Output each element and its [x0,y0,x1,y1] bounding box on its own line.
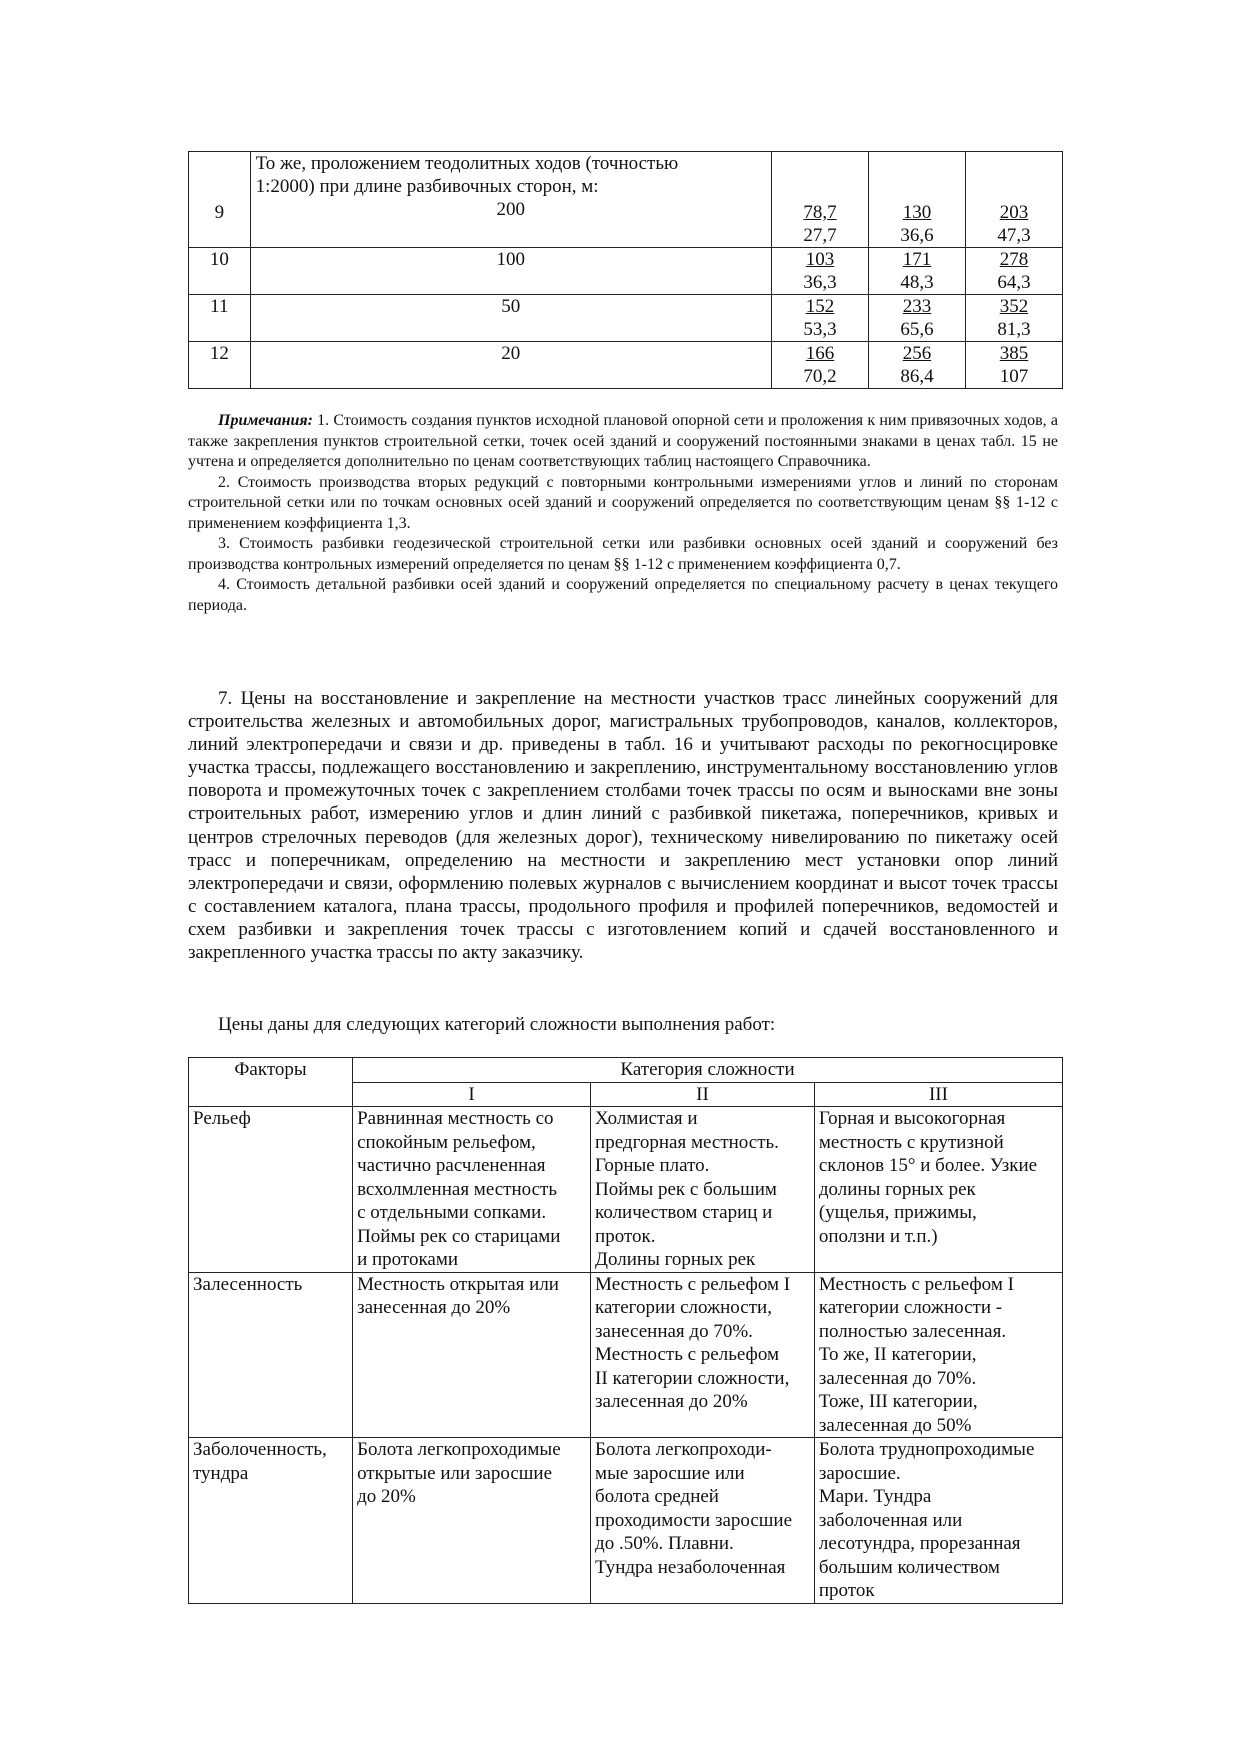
note-1-text: 1. Стоимость создания пунктов исходной плановой опорной сети и проложения к ним привязочных ходов, а также закрепления пунктов строительной сетки, точек осей зданий и сооружений постоянными знаками в ценах табл. 15 не учтена и определяется дополнительно по ценам соответствующих таблиц настоящего Справочника. [188,412,1058,470]
category-cell [353,1272,591,1438]
cell-line: Долины горных рек [595,1249,756,1270]
header-category: Категория сложности [353,1058,1063,1083]
description-value: 20 [501,343,521,364]
cell-line: Болота труднопроходимые [818,1439,1035,1460]
cell-line: заросшие. [818,1462,901,1484]
price-cell [771,295,868,342]
description-line: То же, проложением теодолитных ходов (точностью [255,153,679,174]
price-bottom: 36,3 [803,272,837,293]
cell-line: занесенная до 20% [357,1297,511,1318]
price-table [188,151,1063,389]
cell-line: Тундра незаболоченная [595,1556,786,1578]
category-cell [591,1272,815,1438]
price-bottom: 53,3 [803,319,837,340]
price-bottom: 81,3 [997,319,1031,340]
cell-line: проходимости заросшие [595,1509,793,1531]
price-top: 103 [805,249,835,270]
table-row [189,248,1063,295]
price-cell [771,248,868,295]
cell-line: болота средней [595,1486,719,1507]
price-bottom: 64,3 [997,272,1031,293]
categories-intro: Цены даны для следующих категорий сложности выполнения работ: [218,1014,776,1035]
table-row [189,1107,1063,1273]
row-number [189,248,251,295]
description-line: 1:2000) при длине разбивочных сторон, м: [255,176,599,197]
cell-line: То же, II категории, [818,1344,977,1365]
row-description [250,248,771,295]
category-cell [814,1272,1062,1438]
header-category-1: I [353,1082,591,1107]
description-value: 200 [496,199,526,220]
cell-line: Местность открытая или [357,1273,559,1295]
cell-line: заболоченная или [818,1509,963,1531]
price-bottom: 86,4 [900,366,934,387]
price-cell [771,342,868,389]
cell-line: частично расчлененная [357,1155,546,1176]
price-cell [965,295,1062,342]
factor-line: тундра [193,1462,249,1484]
cell-line: Холмистая и [595,1108,698,1129]
price-cell [868,295,965,342]
row-number [189,295,251,342]
row-description [250,342,771,389]
price-cell [965,248,1062,295]
note-2: 2. Стоимость производства вторых редукций с повторными контрольными измерениями углов и линий по сторонам строительной сетки или по точкам основных осей зданий и сооружений определяется по соответствующим ценам §§ 1-12 с применением коэффициента 1,3. [188,473,1058,532]
cell-line: местность с крутизной [818,1131,1004,1153]
price-top: 278 [999,249,1029,270]
cell-line: Горные плато. [595,1155,710,1176]
main-paragraph: 7. Цены на восстановление и закрепление на местности участков трасс линейных сооружений для строительства железных и автомобильных дорог, магистральных трубопроводов, каналов, коллекторов, линий электропередачи и связи и др. приведены в табл. 16 и учитывают расходы по рекогносцировке участка трассы, подлежащего восстановлению и закреплению, инструментальному восстановлению углов поворота и промежуточных точек с закреплением столбами точек трассы по осям и выносками вне зоны строительных работ, измерению углов и длин линий с разбивкой пикетажа, поперечников, кривых и центров стрелочных переводов (для железных дорог), техническому нивелированию по пикетажу осей трасс и поперечникам, определению на местности и закреплению мест установки опор линий электропередачи и связи, оформлению полевых журналов с вычислением координат и высот точек трассы с составлением каталога, плана трассы, продольного профиля и профилей поперечников, ведомостей и схем разбивки и закрепления точек трассы с изготовлением копий и сдачей восстановленного и закрепленного участка трассы по акту заказчику. [188,688,1058,964]
cell-line: спокойным рельефом, [357,1131,536,1153]
category-cell [814,1107,1062,1273]
cell-line: залесенная до 70%. [818,1367,977,1389]
row-number-text: 12 [209,343,229,364]
price-bottom: 70,2 [803,366,837,387]
price-bottom: 47,3 [997,225,1031,246]
cell-line: большим количеством [818,1556,1000,1578]
header-factors: Факторы [189,1058,353,1107]
cell-line: открытые или заросшие [357,1462,553,1484]
table-row [189,1438,1063,1604]
cell-line: (ущелья, прижимы, [818,1202,977,1223]
category-cell [353,1107,591,1273]
header-category-2: II [591,1082,815,1107]
cell-line: лесотундра, прорезанная [818,1533,1021,1554]
price-bottom: 48,3 [900,272,934,293]
category-table [188,1057,1063,1604]
price-top: 78,7 [803,202,837,223]
price-top: 233 [902,296,932,317]
price-top: 130 [902,202,932,223]
cell-line: Тоже, III категории, [818,1391,978,1412]
category-cell [591,1107,815,1273]
description-value: 100 [496,249,526,270]
cell-line: долины горных рек [818,1178,976,1200]
cell-line: II категории сложности, [595,1367,790,1389]
cell-line: залесенная до 50% [818,1414,972,1436]
cell-line: залесенная до 20% [595,1391,748,1412]
cell-line: Равнинная местность со [357,1108,554,1129]
factor-cell [189,1438,353,1604]
category-cell [814,1438,1062,1604]
note-3: 3. Стоимость разбивки геодезической строительной сетки или разбивки основных осей зданий и сооружений без производства контрольных измерений определяется по ценам §§ 1-12 с применением коэффициента 0,7. [188,535,1058,573]
price-top: 352 [999,296,1029,317]
table-row [189,295,1063,342]
price-bottom: 36,6 [900,225,934,246]
table-row [189,152,1063,248]
cell-line: Горная и высокогорная [818,1108,1006,1129]
note-4: 4. Стоимость детальной разбивки осей зданий и сооружений определяется по специальному расчету в ценах текущего периода. [188,576,1058,614]
price-cell [868,248,965,295]
row-description [250,295,771,342]
note-1 [188,411,1058,473]
price-bottom: 27,7 [803,225,837,246]
notes-section [188,411,1058,616]
row-description [250,152,771,248]
table-header-row [189,1058,1063,1083]
cell-line: до .50%. Плавни. [595,1533,734,1554]
notes-lead: Примечания: [218,412,313,429]
price-top: 203 [999,202,1029,223]
price-top: 166 [805,343,835,364]
row-number-text: 9 [214,202,225,223]
cell-line: с отдельными сопками. [357,1202,547,1223]
row-number [189,152,251,248]
factor-cell: Рельеф [189,1107,353,1273]
cell-line: мые заросшие или [595,1462,745,1484]
price-top: 385 [999,343,1029,364]
cell-line: Болота легкопроходимые [357,1439,561,1460]
cell-line: категории сложности, [595,1297,772,1318]
table-row [189,342,1063,389]
factor-cell: Залесенность [189,1272,353,1438]
factor-line: Заболоченность, [193,1439,327,1460]
row-number-text: 11 [210,296,229,317]
price-cell [965,342,1062,389]
table-row [189,1272,1063,1438]
price-top: 256 [902,343,932,364]
cell-line: Поймы рек с большим [595,1178,777,1200]
cell-line: категории сложности - [818,1297,1003,1318]
description-value: 50 [501,296,521,317]
cell-line: предгорная местность. [595,1131,779,1153]
price-top: 152 [805,296,835,317]
price-bottom: 65,6 [900,319,934,340]
cell-line: проток [818,1580,875,1601]
cell-line: Мари. Тундра [818,1486,932,1507]
row-number-text: 10 [209,249,229,270]
row-number [189,342,251,389]
cell-line: оползни и т.п.) [818,1225,938,1247]
price-cell [771,152,868,248]
category-cell [353,1438,591,1604]
cell-line: Местность с рельефом I [818,1273,1014,1295]
cell-line: Местность с рельефом I [595,1273,791,1295]
cell-line: занесенная до 70%. [595,1320,753,1342]
cell-line: количеством стариц и [595,1202,773,1223]
cell-line: склонов 15° и более. Узкие [818,1155,1038,1176]
price-top: 171 [902,249,932,270]
price-cell [868,342,965,389]
cell-line: Местность с рельефом [595,1344,780,1365]
cell-line: всхолмленная местность [357,1178,558,1200]
cell-line: и протоками [357,1249,459,1270]
header-category-3: III [814,1082,1062,1107]
cell-line: Поймы рек со старицами [357,1225,561,1247]
cell-line: до 20% [357,1486,416,1507]
price-cell [965,152,1062,248]
category-cell [591,1438,815,1604]
cell-line: полностью залесенная. [818,1320,1007,1342]
cell-line: Болота легкопроходи- [595,1439,772,1460]
cell-line: проток. [595,1225,656,1247]
price-cell [868,152,965,248]
price-bottom: 107 [999,366,1029,387]
